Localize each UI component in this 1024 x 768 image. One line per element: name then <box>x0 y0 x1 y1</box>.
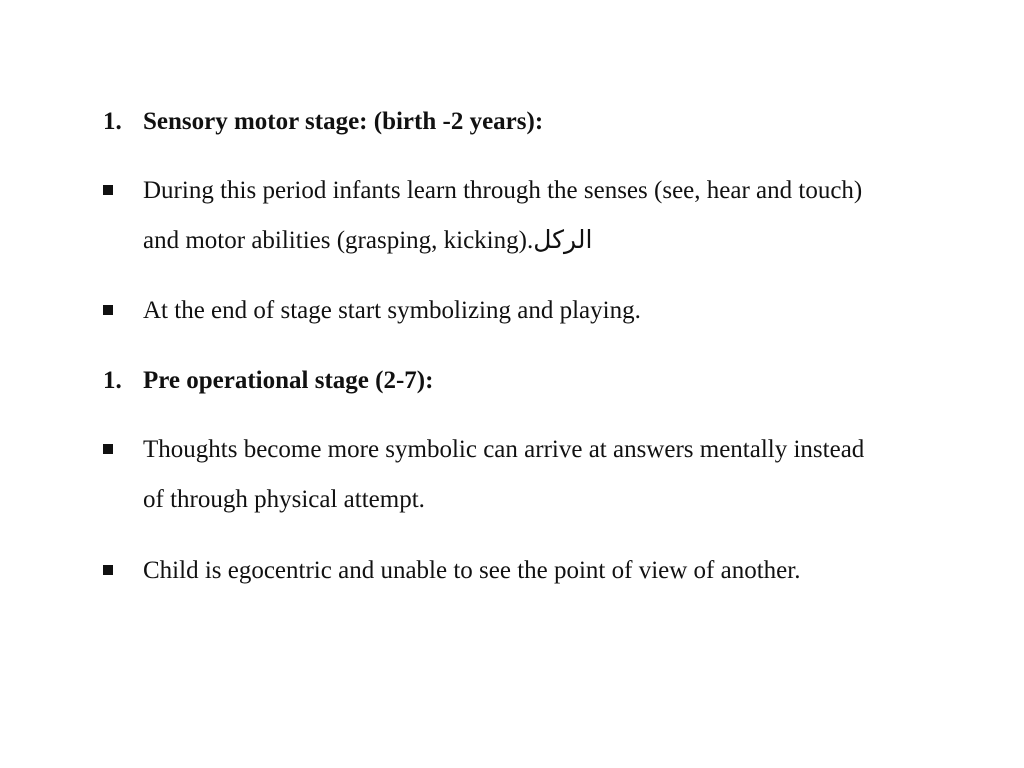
bullet-icon <box>103 176 139 195</box>
list-number: 1. <box>103 367 122 394</box>
bullet-icon <box>103 556 139 575</box>
bullet-text-line: Thoughts become more symbolic can arrive at answers mentally instead <box>143 436 865 463</box>
bullet-text-arabic: الركل <box>533 227 593 254</box>
bullet-icon <box>103 435 139 454</box>
list-number: 1. <box>103 108 122 135</box>
bullet-text-line: Child is egocentric and unable to see the point of view of another. <box>143 557 801 584</box>
bullet-text-line-2: of through physical attempt. <box>143 486 425 513</box>
bullet-text-english: and motor abilities (grasping, kicking). <box>143 227 534 254</box>
bullet-text-line-2 <box>143 226 592 256</box>
stage-heading-pre-operational: Pre operational stage (2-7): <box>143 367 434 394</box>
bullet-text-line: During this period infants learn through the senses (see, hear and touch) <box>143 177 863 204</box>
bullet-icon <box>103 296 139 315</box>
bullet-text-line: At the end of stage start symbolizing and playing. <box>143 297 641 324</box>
stage-heading-sensory-motor: Sensory motor stage: (birth -2 years): <box>143 108 544 135</box>
